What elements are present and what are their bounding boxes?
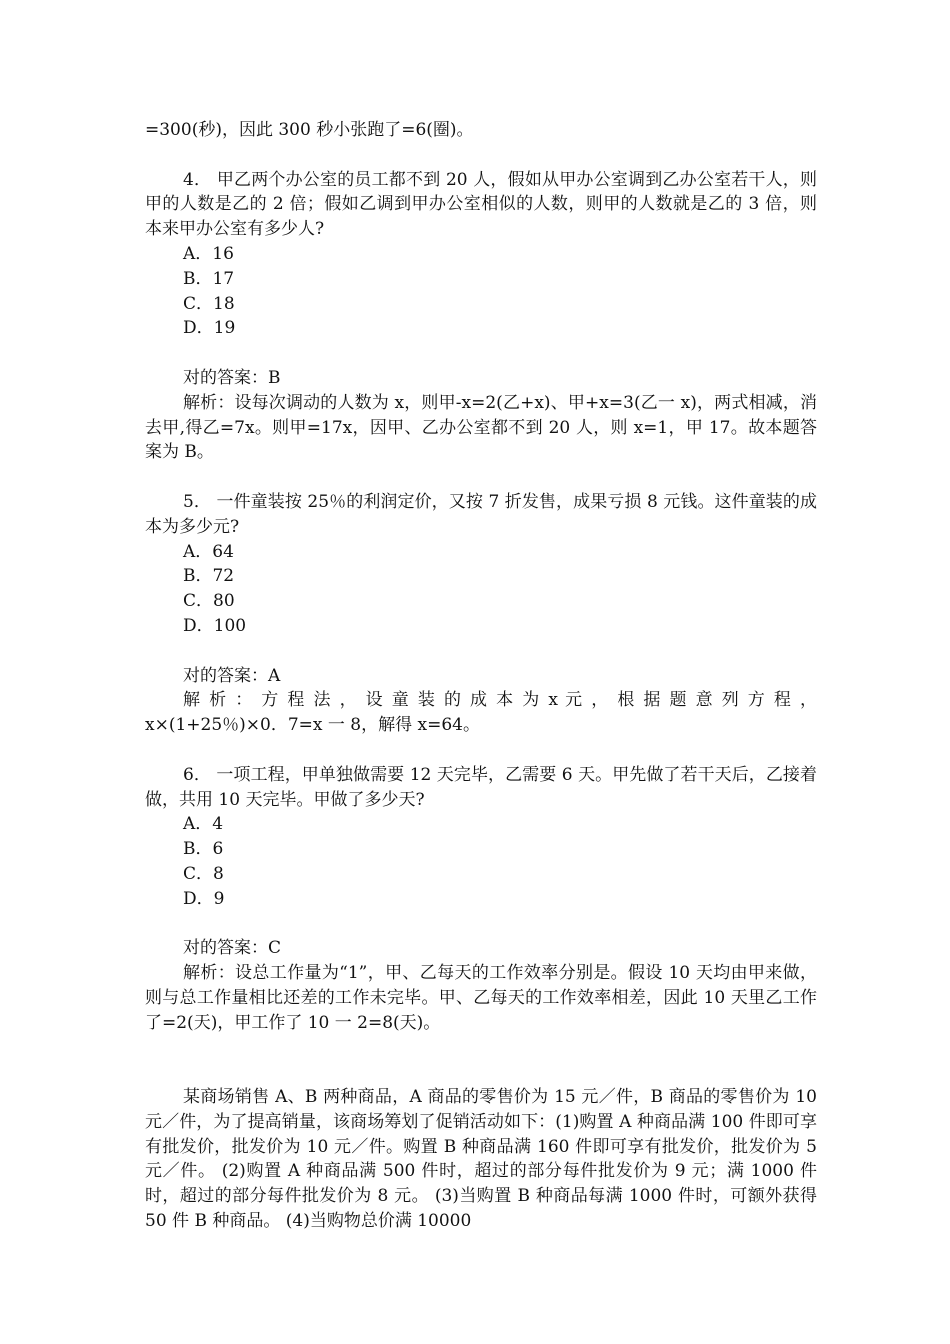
question-6-option-a: A．4	[183, 814, 224, 835]
spacer	[145, 912, 817, 937]
question-5-text: 5． 一件童装按 25％的利润定价，又按 7 折发售，成果亏损 8 元钱。这件童装的成本为多少元?	[145, 491, 817, 537]
passage-text: 某商场销售 A、B 两种商品，A 商品的零售价为 15 元／件，B 商品的零售价为 10 元／件，为了提高销量，该商场筹划了促销活动如下：(1)购置 A 种商品满 100 件即可享有批发价，批发价为 10 元／件。购置 B 种商品满 160 件即可享有批发价，批发价为 5 元／件。 (2)购置 A 种商品满 500 件时，超过的部分每件批发价为 9 元；满 1000 件时，超过的部分每件批发价为 8 元。 (3)当购置 B 种商品每满 1000 件时，可额外获得 50 件 B 种商品。 (4)当购物总价满 10000	[145, 1087, 817, 1232]
spacer	[145, 639, 817, 664]
spacer	[145, 1035, 817, 1060]
spacer	[145, 1060, 817, 1085]
question-6-answer: 对的答案：C	[183, 938, 282, 959]
question-6-option-b: B．6	[183, 839, 224, 860]
question-5-option-a: A．64	[183, 541, 234, 562]
question-5-option-d: D．100	[183, 615, 247, 636]
document-page	[145, 118, 817, 1234]
question-6-analysis: 解析：设总工作量为“1”，甲、乙每天的工作效率分别是。假设 10 天均由甲来做，则与总工作量相比还差的工作未完毕。甲、乙每天的工作效率相差，因此 10 天里乙工作了=2(天)，甲工作了 10 一 2=8(天)。	[145, 963, 817, 1033]
question-6-option-c: C．8	[183, 863, 224, 884]
question-5-answer: 对的答案：A	[183, 665, 281, 686]
question-6-text: 6． 一项工程，甲单独做需要 12 天完毕，乙需要 6 天。甲先做了若干天后，乙接着做，共用 10 天完毕。甲做了多少天?	[145, 764, 817, 810]
question-4-option-a: A．16	[183, 243, 234, 264]
top-line: =300(秒)，因此 300 秒小张跑了=6(圈)。	[145, 120, 474, 140]
spacer	[145, 143, 817, 168]
question-4-option-b: B．17	[183, 268, 235, 289]
question-4-option-c: C．18	[183, 293, 235, 314]
question-5-analysis-line-2: x×(1+25％)×0．7=x 一 8，解得 x=64。	[145, 715, 480, 736]
question-4-text: 4． 甲乙两个办公室的员工都不到 20 人，假如从甲办公室调到乙办公室若干人，则甲的人数是乙的 2 倍；假如乙调到甲办公室相似的人数，则甲的人数就是乙的 3 倍，则本来甲办公室有多少人?	[145, 169, 817, 240]
question-4-analysis: 解析：设每次调动的人数为 x，则甲-x=2(乙+x)、甲+x=3(乙一 x)，两式相减，消去甲,得乙=7x。则甲=17x，因甲、乙办公室都不到 20 人，则 x=1，甲 17。故本题答案为 B。	[145, 392, 817, 463]
question-5-option-c: C．80	[183, 591, 235, 612]
spacer	[145, 465, 817, 490]
question-4-option-d: D．19	[183, 318, 236, 339]
spacer	[145, 341, 817, 366]
spacer	[145, 738, 817, 763]
question-4-answer: 对的答案：B	[183, 367, 281, 388]
question-6-option-d: D．9	[183, 888, 225, 909]
question-5-option-b: B．72	[183, 566, 235, 587]
question-5-analysis-line-1: 解 析 ： 方 程 法 ， 设 童 装 的 成 本 为 x 元 ， 根 据 题 意 列 方 程 ，	[183, 690, 817, 711]
